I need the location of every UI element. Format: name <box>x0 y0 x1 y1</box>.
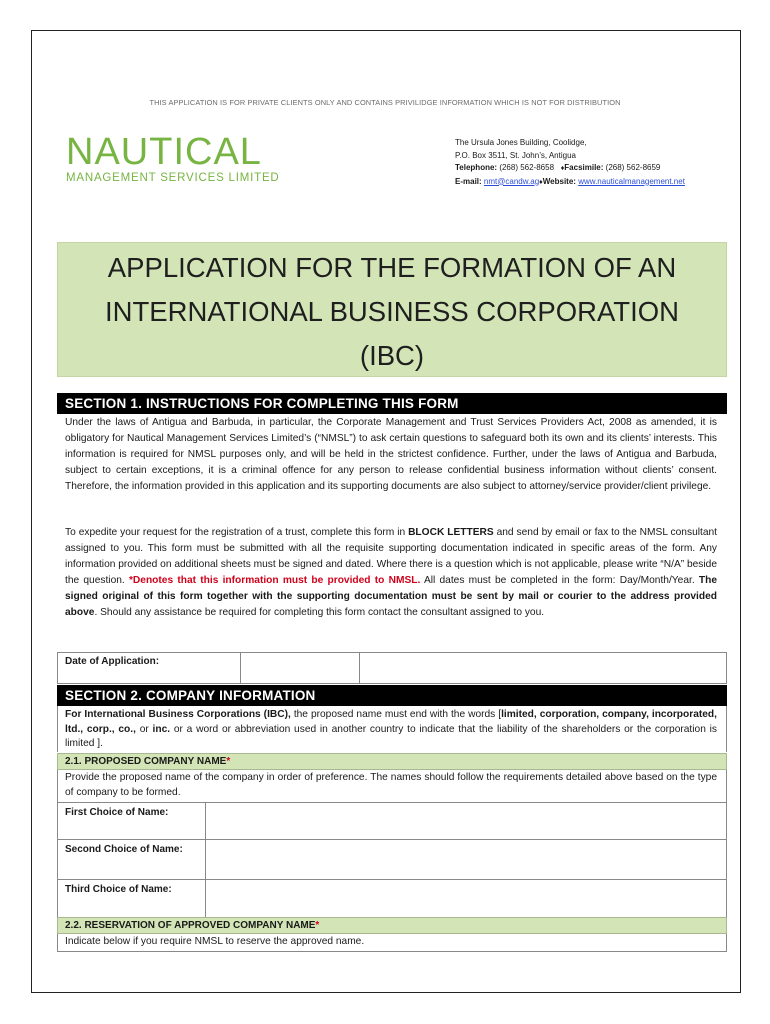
section-2-intro <box>65 708 717 752</box>
intro-inc-word: inc. <box>152 723 171 735</box>
para2-text-a: To expedite your request for the registration of a trust, complete this form in <box>65 527 409 538</box>
proposed-company-name-heading <box>57 753 727 770</box>
address-line-1: The Ursula Jones Building, Coolidge, <box>455 138 587 147</box>
first-choice-row[interactable] <box>57 802 727 840</box>
section-1-paragraph-2 <box>65 525 717 621</box>
title-line-3: (IBC) <box>359 340 425 371</box>
date-of-application-label: Date of Application: <box>58 653 241 683</box>
para2-text-c: and send by email or fax to the NMSL consultant assigned to you. This form must be submitted with all the requisite supporting documentation indicated in specific areas of the form. Any information provided on additional sheets must be signed and dated. Where there is a question which is not applicable, please write “N/A” beside the question. <box>65 527 717 586</box>
email-link[interactable]: nmt@candw.ag <box>483 176 540 186</box>
reservation-instructions: Indicate below if you require NMSL to reserve the approved name. <box>65 936 365 947</box>
para2-text-e: . Should any assistance be required for completing this form contact the consultant assigned to you. <box>94 607 545 618</box>
address-line-2: P.O. Box 3511, St. John’s, Antigua <box>455 150 576 160</box>
proposed-name-label: 2.1. PROPOSED COMPANY NAME <box>65 756 227 767</box>
facsimile-label: Facsimile: <box>564 163 604 172</box>
date-input-cell-1[interactable] <box>241 653 360 683</box>
company-logo <box>66 133 356 185</box>
logo-sub-text: MANAGEMENT SERVICES LIMITED <box>66 172 280 184</box>
website-link[interactable]: www.nauticalmanagement.net <box>578 176 685 186</box>
date-input-cell-2[interactable] <box>360 653 726 683</box>
intro-text-b: or <box>135 723 153 735</box>
second-choice-label: Second Choice of Name: <box>58 840 206 879</box>
second-choice-row[interactable] <box>57 839 727 880</box>
section-1-paragraph-1: Under the laws of Antigua and Barbuda, in particular, the Corporate Management and Trust Services Providers Act, 2008 as amended, it is obligatory for Nautical Management Services Limited’s (“NMSL”) to ask certain questions to safeguard both its own and its clients’ interests. This information is required for NMSL purposes only, and will be held in the strictest confidence. Further, under the laws of Antigua and Barbuda, subject to certain exceptions, it is a criminal offence for any person to release confidential business information without clients’ consent. Therefore, the information provided in this application and its supporting documents are also subject to attorney/service provider/client privilege. <box>65 417 717 492</box>
web-bullet-icon: ♦ <box>539 178 543 186</box>
mail-original-notice: The signed original of this form together with the supporting documentation must be sent by mail or courier to the address provided above <box>65 575 718 618</box>
third-choice-row[interactable] <box>57 879 727 918</box>
intro-text-a: the proposed name must end with the words [ <box>290 709 502 720</box>
proposed-name-instructions: Provide the proposed name of the company in order of preference. The names should follow the requirements detailed above based on the type of company to be formed. <box>65 772 717 798</box>
phone-fax-line <box>455 162 745 176</box>
email-web-line <box>455 176 745 190</box>
required-asterisk-2: * <box>315 920 320 931</box>
intro-suffix-words: limited, corporation, company, incorporated, ltd., corp., co., <box>65 709 717 735</box>
block-letters-text: BLOCK LETTERS <box>408 527 494 538</box>
first-choice-label: First Choice of Name: <box>58 803 206 839</box>
logo-main-text: NAUTICAL <box>66 131 262 173</box>
contact-block <box>455 137 745 189</box>
title-line-2: INTERNATIONAL BUSINESS CORPORATION <box>104 296 679 327</box>
facsimile-value: (268) 562-8659 <box>605 163 661 172</box>
para2-text-d: All dates must be completed in the form: Day/Month/Year. <box>420 575 699 586</box>
reservation-label: 2.2. RESERVATION OF APPROVED COMPANY NAME <box>65 920 316 931</box>
required-notice: *Denotes that this information must be provided to NMSL. <box>128 575 421 586</box>
third-choice-label: Third Choice of Name: <box>58 880 206 917</box>
reservation-heading <box>57 917 727 934</box>
telephone-value: (268) 562-8658 <box>499 163 555 172</box>
section-1-heading: SECTION 1. INSTRUCTIONS FOR COMPLETING THIS FORM <box>57 393 727 414</box>
phone-bullet-icon: ♦ <box>560 165 565 172</box>
form-title <box>57 242 727 377</box>
website-label: Website: <box>542 176 576 186</box>
date-of-application-row <box>57 652 727 684</box>
title-line-1: APPLICATION FOR THE FORMATION OF AN <box>107 252 677 283</box>
section-2-heading: SECTION 2. COMPANY INFORMATION <box>57 685 727 706</box>
email-label: E-mail: <box>455 176 482 186</box>
confidential-notice: THIS APPLICATION IS FOR PRIVATE CLIENTS ONLY AND CONTAINS PRIVILIDGE INFORMATION WHICH IS NOT FOR DISTRIBUTION <box>149 98 621 107</box>
ibc-intro-bold: For International Business Corporations (IBC), <box>65 709 291 720</box>
telephone-label: Telephone: <box>455 163 498 172</box>
intro-text-c: or a word or abbreviation used in another country to indicate that the liability of the shareholders or the corporation is limited ]. <box>65 723 717 749</box>
required-asterisk: * <box>226 756 231 767</box>
